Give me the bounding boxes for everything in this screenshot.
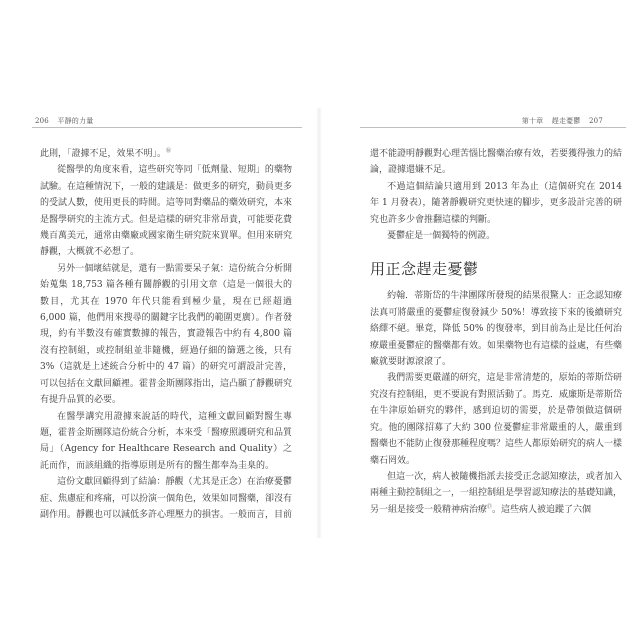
left-page-header [32, 116, 96, 126]
right-page-number: 207 [589, 117, 603, 125]
paragraph [40, 409, 292, 475]
paragraph [370, 228, 622, 244]
paragraph [370, 370, 622, 468]
paragraph [40, 162, 292, 260]
left-running-title: 平靜的力量 [57, 117, 94, 125]
paragraph-text: 此則，「證據不足，效果不明」。 [40, 149, 167, 159]
footnote-marker: ⑯ [166, 148, 172, 154]
right-header-rule [360, 127, 626, 128]
right-chapter-label: 第十章 [521, 117, 544, 125]
paragraph-text: 還不能證明靜觀對心理苦惱比醫藥治療有效，若要獲得強力的結論，證據還嫌不足。 [370, 149, 623, 176]
right-page-header [519, 116, 606, 126]
paragraph-text: 但這一次，病人被隨機指派去接受正念認知療法，或者加入兩種主動控制組之一，一組控制組是學習認知療法的基礎知識，另一組是接受一般精神病治療 [370, 471, 623, 515]
paragraph-text: 憂鬱症是一個獨特的例證。 [387, 231, 496, 242]
left-page-number: 206 [35, 117, 49, 125]
paragraph [370, 179, 622, 228]
paragraph-text-tail: 。這些病人被追蹤了六個 [492, 504, 592, 515]
right-running-title: 趕走憂鬱 [551, 117, 581, 125]
footnote-marker: ⑰ [487, 503, 493, 510]
section-title: 用正念趕走憂鬱 [370, 260, 479, 279]
paragraph [370, 469, 622, 518]
paragraph-text: 約翰．蒂斯岱的牛津團隊所發現的結果很驚人：正念認知療法真可將嚴重的憂鬱症復發減少 50%！導致接下來的後續研究絡繹不絕。畢竟，降低 50% 的復發率，到目前為止是比任何治療嚴重憂鬱症的醫藥都有效。如果藥物也有這樣的益處，有些藥廠就要財源滾滾了。 [370, 291, 623, 368]
paragraph-text: 不過這個結論只適用到 2013 年為止（這個研究在 2014 年 1 月發表），隨著靜觀研究更快速的腳步，更多設計完善的研究也許多少會推翻這樣的判斷。 [370, 181, 622, 225]
paragraph-text: 從醫學的角度來看，這些研究等同「低劑量、短期」的藥物試驗。在這種情況下，一般的建議是：做更多的研究，動員更多的受試人數，使用更長的時間。這等同對藥品的藥效研究，本來是醫學研究的主流方式。但是這樣的研究非常昂貴，可能要花費幾百萬美元，通常由藥廠或國家衛生研究院來買單。但用來研究靜觀，大概就不必想了。 [40, 165, 293, 258]
right-body-text [370, 146, 622, 518]
paragraph [370, 146, 622, 179]
paragraph-text: 在醫學講究用證據來說話的時代，這種文獻回顧對醫生專題，霍普金斯團隊這份統合分析，本來受「醫療照護研究和品質局」（Agency for Healthcare Research and Quality）之託而作，而該組織的指導原則是所有的醫生都奉為圭臬的。 [40, 411, 293, 471]
paragraph [40, 474, 292, 523]
left-body-text [40, 146, 292, 523]
paragraph [40, 146, 292, 162]
left-page [0, 0, 310, 640]
right-page [322, 0, 632, 640]
paragraph-text: 這份文獻回顧得到了結論：靜觀（尤其是正念）在治療憂鬱症、焦慮症和疼痛，可以扮演一個角色，效果如同醫藥，卻沒有副作用。靜觀也可以減低多許心理壓力的損害。一般而言，目前 [40, 477, 293, 520]
left-header-rule [32, 127, 302, 128]
paragraph [370, 288, 622, 370]
paragraph-text: 我們需要更嚴謹的研究，這是非常清楚的，原始的蒂斯岱研究沒有控制組，更不要說有對照活動了。馬克．威廉斯是蒂斯岱在牛津原始研究的夥伴，感到迫切的需要，於是帶領做這個研究。他的團隊招募了大約 300 位憂鬱症非常嚴重的人，嚴重到醫藥也不能防止復發那種程度嗎？這些人都原始研究的病人一樣藥石罔效。 [370, 373, 623, 466]
paragraph-text: 另外一個壞結就是，還有一點需要呆子氣：這份統合分析開始蒐集 18,753 篇各種有關靜觀的引用文章（這是一個很大的數目，尤其在 1970 年代只能看到極少量，現在已經超過 6,000 篇，他們用來搜尋的關鍵字比我們的範圍更廣）。作者發現，約有半數沒有確實數據的報告，實證報告中約有 4,800 篇沒有控制組，或控制組並非隨機，經過仔細的篩選之後，只有 3%（這就是上述統合分析中的 47 篇）的研究可謂設計完善，可以包括在文獻回顧裡。霍普金斯團隊指出，這凸顯了靜觀研究有提升品質的必要。 [40, 263, 293, 406]
paragraph [40, 261, 292, 409]
